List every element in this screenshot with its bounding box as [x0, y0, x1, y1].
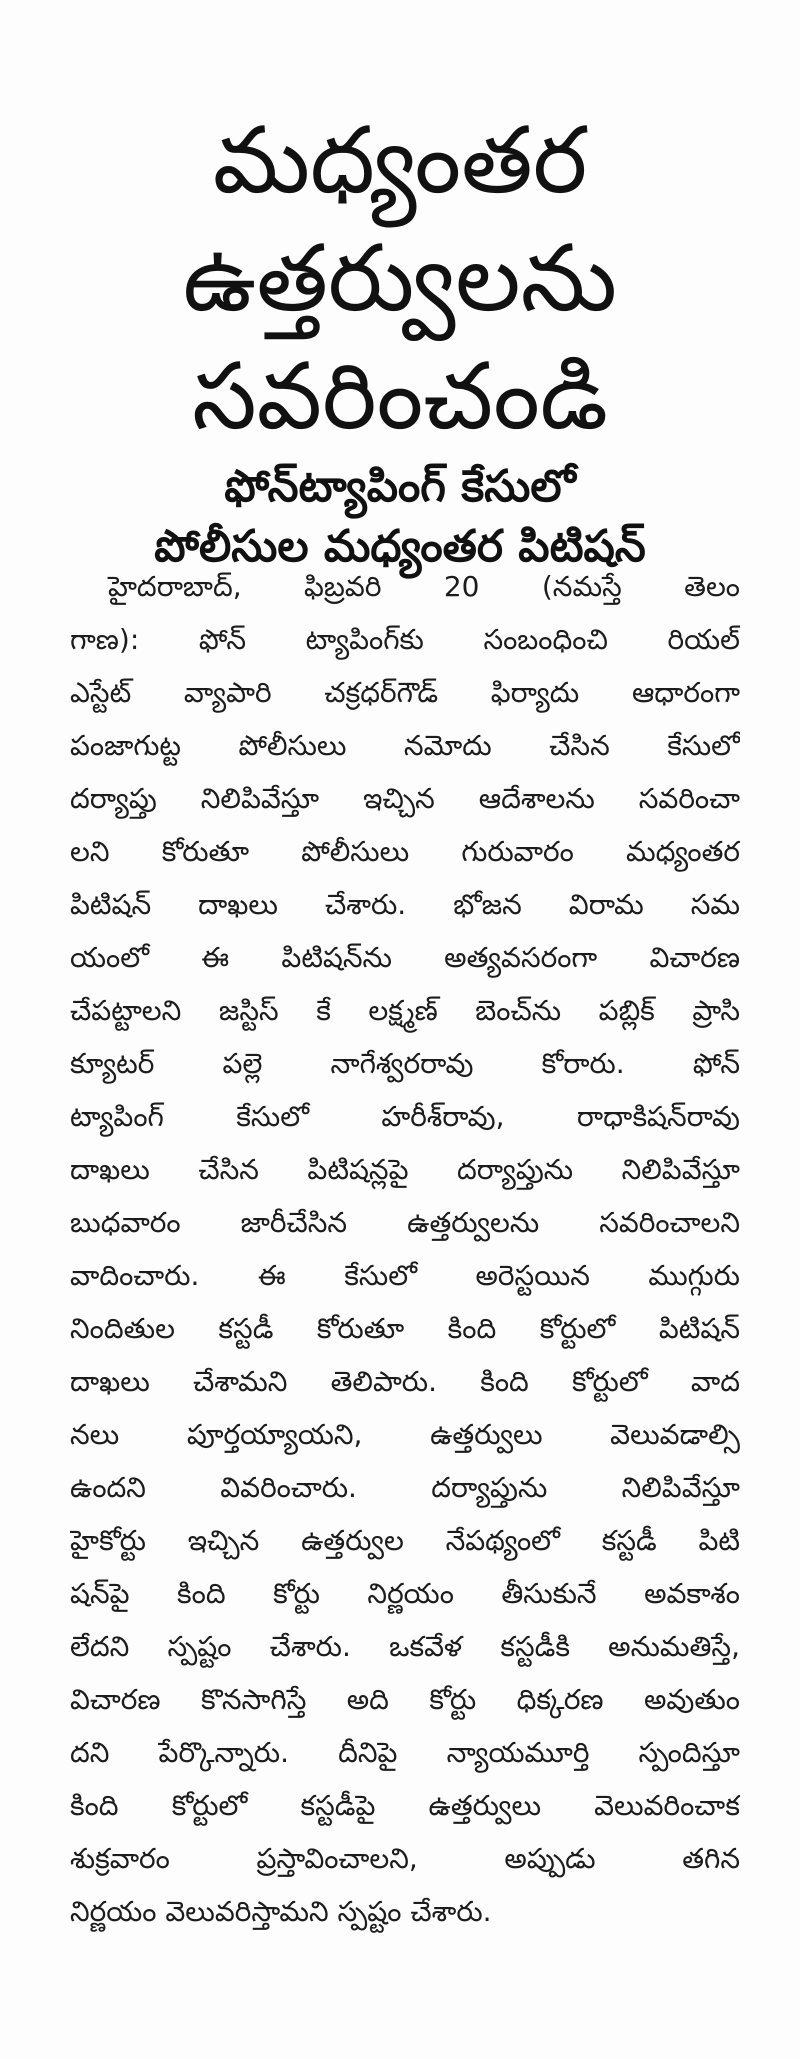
body-line: పంజాగుట్ట పోలీసులు నమోదు చేసిన కేసులో — [70, 729, 740, 762]
headline — [40, 102, 760, 456]
body-line: నిర్ణయం వెలువరిస్తామని స్పష్టం చేశారు. — [70, 1895, 492, 1928]
body-line: హైదరాబాద్, ఫిబ్రవరి 20 (నమస్తే తెలం — [108, 570, 740, 603]
headline-line: మధ్యంతర — [212, 106, 588, 214]
body-line: దాఖలు చేసిన పిటిషన్లపై దర్యాప్తును నిలిపివేస్తూ — [70, 1153, 740, 1186]
body-line: పిటిషన్ దాఖలు చేశారు. భోజన విరామ సమ — [70, 888, 740, 921]
body-line: శుక్రవారం ప్రస్తావించాలని, అప్పుడు తగిన — [70, 1842, 740, 1875]
body-line: నిందితుల కస్టడీ కోరుతూ కింది కోర్టులో పిటిషన్ — [70, 1312, 740, 1345]
article-body — [70, 560, 740, 1938]
body-line: దర్యాప్తు నిలిపివేస్తూ ఇచ్చిన ఆదేశాలను సవరించా — [70, 782, 740, 815]
body-line: విచారణ కొనసాగిస్తే అది కోర్టు ధిక్కరణ అవుతుం — [70, 1683, 740, 1716]
body-line: దని పేర్కొన్నారు. దీనిపై న్యాయమూర్తి స్పందిస్తూ — [70, 1736, 740, 1769]
subheadline-line: పోలీసుల మధ్యంతర పిటిషన్ — [154, 520, 646, 572]
body-line: హైకోర్టు ఇచ్చిన ఉత్తర్వుల నేపథ్యంలో కస్టడీ పిటి — [70, 1524, 740, 1557]
body-line: ఎస్టేట్ వ్యాపారి చక్రధర్‌గౌడ్ ఫిర్యాదు ఆధారంగా — [70, 676, 740, 709]
subheadline-line: ఫోన్‌ట్యాపింగ్ కేసులో — [224, 460, 576, 512]
headline-line: సవరించండి — [192, 342, 608, 450]
body-line: ఉందని వివరించారు. దర్యాప్తును నిలిపివేస్తూ — [70, 1471, 740, 1504]
body-line: కింది కోర్టులో కస్టడీపై ఉత్తర్వులు వెలువరించాక — [70, 1789, 740, 1822]
body-line: బుధవారం జారీచేసిన ఉత్తర్వులను సవరించాలని — [70, 1206, 740, 1239]
body-line: క్యూటర్ పల్లె నాగేశ్వరరావు కోరారు. ఫోన్ — [70, 1047, 740, 1080]
body-line: చేపట్టాలని జస్టిస్ కే లక్ష్మణ్ బెంచ్‌ను పబ్లిక్ ప్రాసి — [70, 994, 740, 1027]
body-line: లేదని స్పష్టం చేశారు. ఒకవేళ కస్టడీకి అనుమతిస్తే, — [70, 1630, 740, 1663]
headline-line: ఉత్తర్వులను — [182, 224, 618, 332]
body-line: లని కోరుతూ పోలీసులు గురువారం మధ్యంతర — [70, 835, 740, 868]
body-line: నలు పూర్తయ్యాయని, ఉత్తర్వులు వెలువడాల్సి — [70, 1418, 740, 1451]
body-line: ట్యాపింగ్ కేసులో హరీశ్‌రావు, రాధాకిషన్‌రావు — [70, 1100, 740, 1133]
body-line: యంలో ఈ పిటిషన్‌ను అత్యవసరంగా విచారణ — [70, 941, 740, 974]
body-line: షన్‌పై కింది కోర్టు నిర్ణయం తీసుకునే అవకాశం — [70, 1577, 740, 1610]
body-line: వాదించారు. ఈ కేసులో అరెస్టయిన ముగ్గురు — [70, 1259, 740, 1292]
subheadline — [40, 457, 760, 577]
body-line: గాణ): ఫోన్ ట్యాపింగ్‌కు సంబంధించి రియల్ — [70, 623, 740, 656]
body-line: దాఖలు చేశామని తెలిపారు. కింది కోర్టులో వాద — [70, 1365, 740, 1398]
